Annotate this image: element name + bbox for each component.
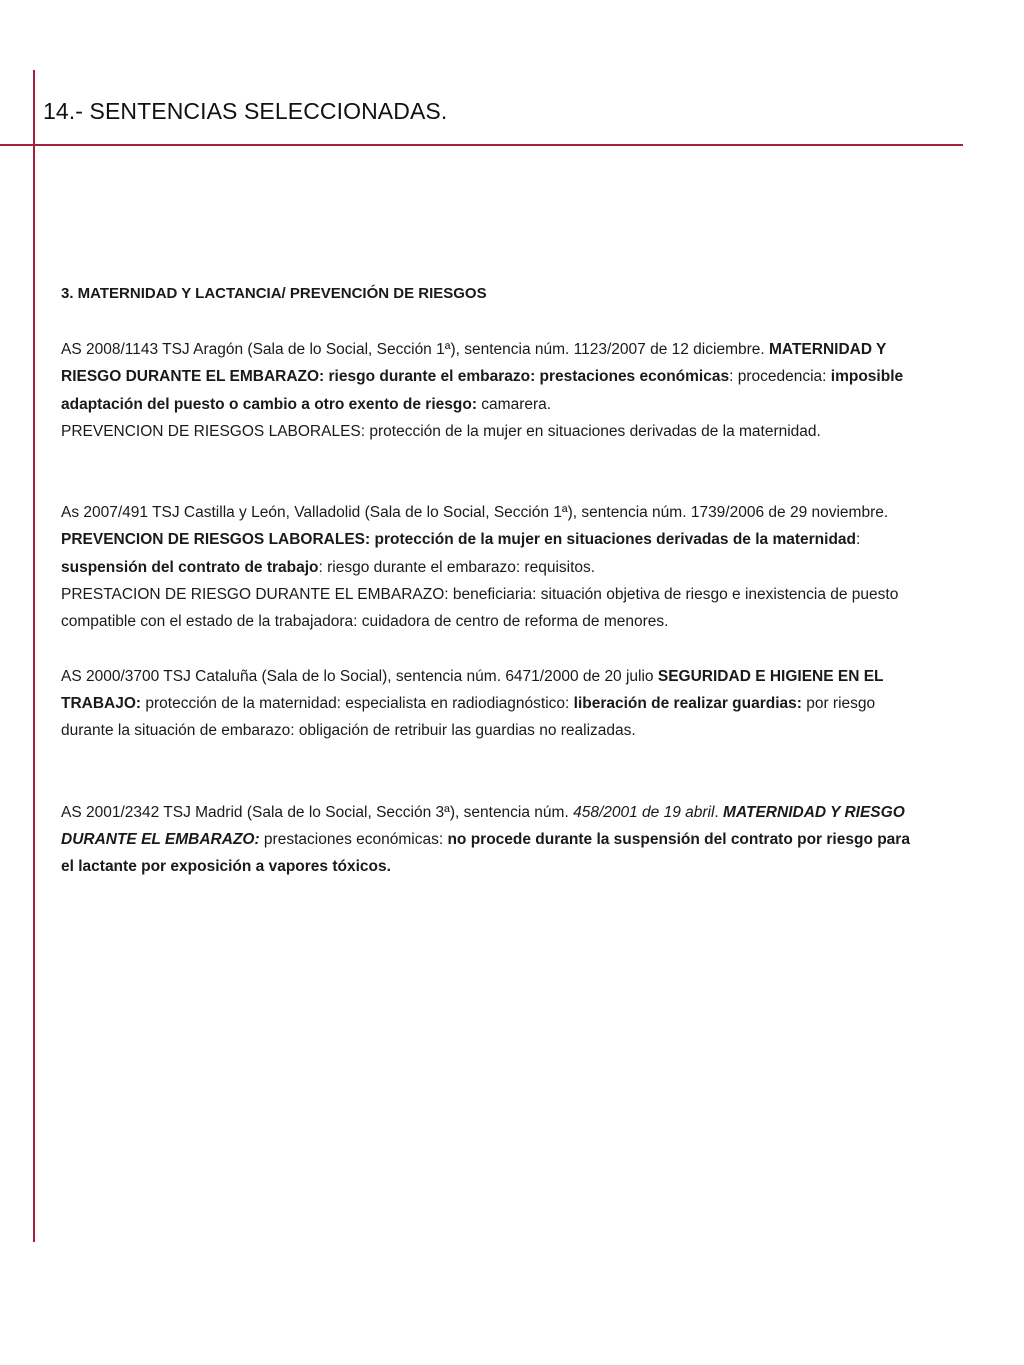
entry-text-bold: imposible adaptación del puesto o cambio a otro exento de riesgo: bbox=[61, 368, 904, 413]
entry-text: por riesgo durante la situación de embarazo: obligación de retribuir las guardias no realizadas. bbox=[61, 694, 876, 740]
entry-text: AS 2008/1143 TSJ Aragón (Sala de lo Social, Sección 1ª), sentencia núm. 1123/2007 de 12 diciembre. bbox=[61, 341, 769, 358]
entry-text-bold: liberación de realizar guardias: bbox=[573, 694, 802, 712]
entry-text-italic: 458/2001 de 19 abril bbox=[573, 803, 715, 821]
entry-text: . bbox=[714, 803, 724, 821]
sentence-entry bbox=[61, 663, 927, 745]
section-heading: 3. MATERNIDAD Y LACTANCIA/ PREVENCIÓN DE RIESGOS bbox=[61, 285, 487, 302]
entry-text: PREVENCION DE RIESGOS LABORALES: protección de la mujer en situaciones derivadas de la maternidad. bbox=[61, 422, 821, 440]
entry-text-bold: SEGURIDAD E HIGIENE EN EL TRABAJO: bbox=[61, 667, 884, 712]
header-horizontal-rule bbox=[0, 144, 963, 146]
entry-text: prestaciones económicas: bbox=[259, 830, 448, 848]
sentence-entry bbox=[61, 799, 927, 881]
entry-text-bold: no procede durante la suspensión del contrato por riesgo para el lactante por exposición a vapores tóxicos. bbox=[61, 830, 910, 876]
entry-text: : bbox=[856, 531, 861, 549]
sentence-entry bbox=[61, 336, 927, 445]
entry-text: : procedencia: bbox=[729, 368, 831, 386]
entry-text: PRESTACION DE RIESGO DURANTE EL EMBARAZO: beneficiaria: situación objetiva de riesgo e inexistencia de puesto compatible con el estado de la trabajadora: cuidadora de centro de reforma de menores. bbox=[61, 586, 899, 631]
entry-text-bold: MATERNIDAD Y RIESGO DURANTE EL EMBARAZO: riesgo durante el embarazo: prestaciones económicas bbox=[61, 341, 887, 386]
page-title: 14.- SENTENCIAS SELECCIONADAS. bbox=[43, 98, 448, 124]
sentence-entry bbox=[61, 499, 927, 635]
entry-text: AS 2000/3700 TSJ Cataluña (Sala de lo Social), sentencia núm. 6471/2000 de 20 julio bbox=[61, 667, 658, 685]
entry-text-bold-italic: MATERNIDAD Y RIESGO DURANTE EL EMBARAZO: bbox=[61, 803, 905, 848]
entry-text: protección de la maternidad: especialista en radiodiagnóstico: bbox=[141, 694, 574, 712]
margin-vertical-rule bbox=[33, 70, 35, 1242]
entry-text: As 2007/491 TSJ Castilla y León, Valladolid (Sala de lo Social, Sección 1ª), sentencia núm. 1739/2006 de 29 noviembre. bbox=[61, 504, 889, 522]
entry-text-bold: suspensión del contrato de trabajo bbox=[61, 558, 319, 576]
document-body bbox=[61, 282, 927, 880]
entry-text-bold: PREVENCION DE RIESGOS LABORALES: protección de la mujer en situaciones derivadas de la maternidad bbox=[61, 531, 857, 549]
entry-text: AS 2001/2342 TSJ Madrid (Sala de lo Social, Sección 3ª), sentencia núm. bbox=[61, 803, 574, 821]
entry-text: : riesgo durante el embarazo: requisitos. bbox=[318, 558, 596, 576]
entry-text: camarera. bbox=[477, 395, 552, 413]
